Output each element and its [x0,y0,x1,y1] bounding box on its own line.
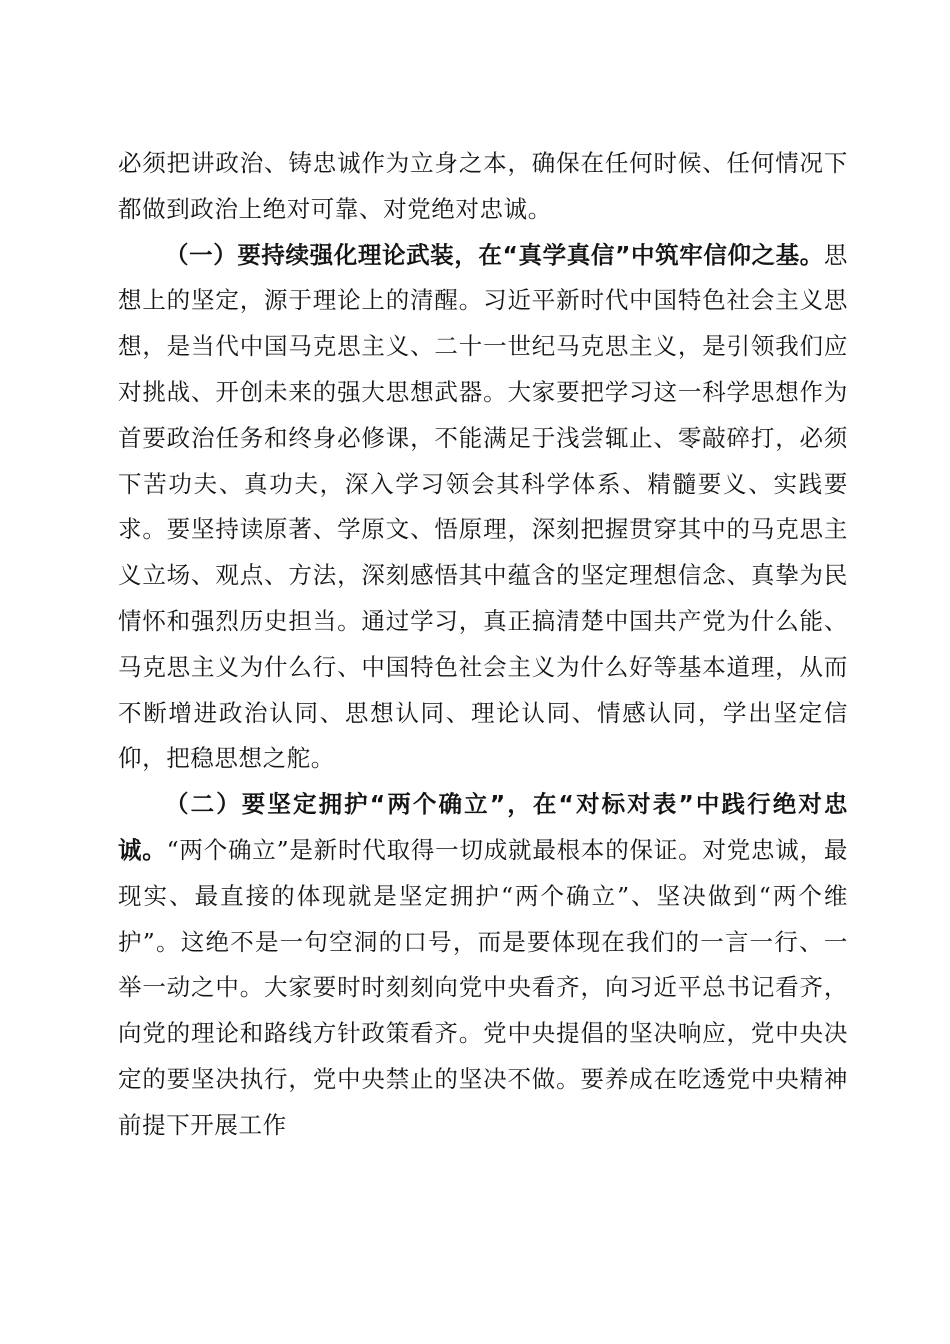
paragraph-section-one [118,233,848,783]
paragraph-section-two [118,782,848,1148]
document-body [118,141,848,1149]
section-two-heading: （二）要坚定拥护“两个确立”，在“对标对表”中践行绝对忠诚。 [118,790,848,864]
paragraph-intro-text: 必须把讲政治、铸忠诚作为立身之本，确保在任何时候、任何情况下都做到政治上绝对可靠、对党绝对忠诚。 [118,149,848,223]
section-one-body: 思想上的坚定，源于理论上的清醒。习近平新时代中国特色社会主义思想，是当代中国马克思主义、二十一世纪马克思主义，是引领我们应对挑战、开创未来的强大思想武器。大家要把学习这一科学思想作为首要政治任务和终身必修课，不能满足于浅尝辄止、零敲碎打，必须下苦功夫、真功夫，深入学习领会其科学体系、精髓要义、实践要求。要坚持读原著、学原文、悟原理，深刻把握贯穿其中的马克思主义立场、观点、方法，深刻感悟其中蕴含的坚定理想信念、真挚为民情怀和强烈历史担当。通过学习，真正搞清楚中国共产党为什么能、马克思主义为什么行、中国特色社会主义为什么好等基本道理，从而不断增进政治认同、思想认同、理论认同、情感认同，学出坚定信仰，把稳思想之舵。 [118,240,848,773]
section-one-heading: （一）要持续强化理论武装，在“真学真信”中筑牢信仰之基。 [165,240,824,269]
paragraph-intro [118,141,848,233]
section-two-body: “两个确立”是新时代取得一切成就最根本的保证。对党忠诚，最现实、最直接的体现就是坚定拥护“两个确立”、坚决做到“两个维护”。这绝不是一句空洞的口号，而是要体现在我们的一言一行、一举一动之中。大家要时时刻刻向党中央看齐，向习近平总书记看齐，向党的理论和路线方针政策看齐。党中央提倡的坚决响应，党中央决定的要坚决执行，党中央禁止的坚决不做。要养成在吃透党中央精神前提下开展工作 [118,835,848,1139]
